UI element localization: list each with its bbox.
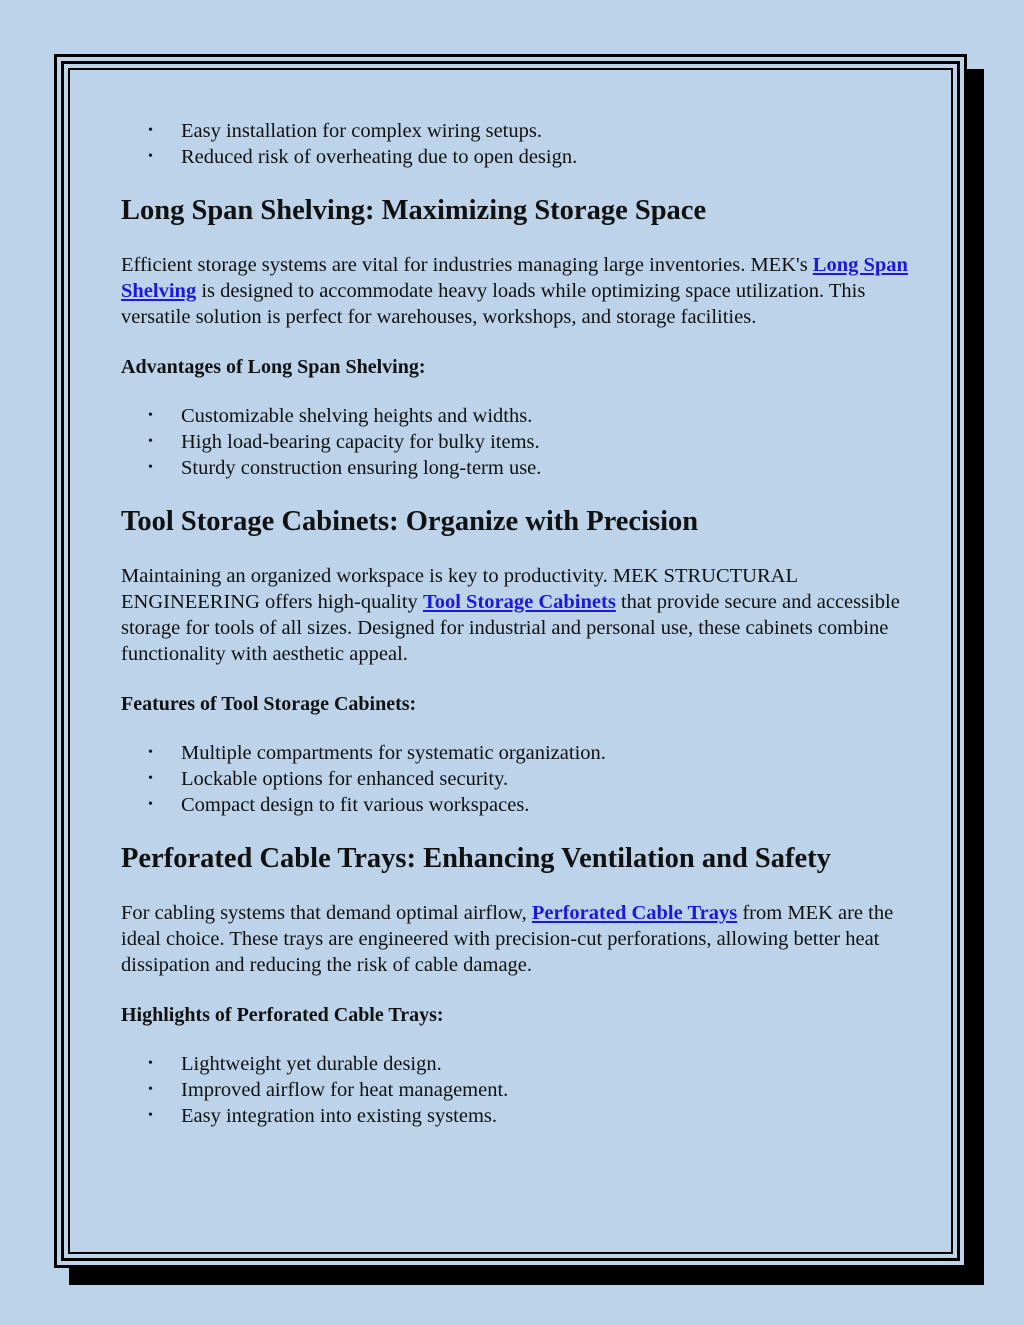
tool-storage-cabinets-link[interactable]: Tool Storage Cabinets — [422, 591, 616, 613]
long-span-shelving-link[interactable]: Long Span Shelving — [121, 254, 908, 302]
bullet-icon: • — [148, 1082, 153, 1097]
bullet-icon: • — [148, 434, 153, 449]
list-item: • Easy installation for complex wiring setups. — [148, 120, 542, 142]
section-paragraph: Efficient storage systems are vital for industries managing large inventories. MEK's Long Span Shelving is designed to accommodate heavy loads while optimizing space utilization. This versatile solution is perfect for warehouses, workshops, and storage facilities. — [121, 254, 908, 328]
list-item: • Multiple compartments for systematic organization. — [148, 742, 606, 764]
list-item: • Lockable options for enhanced security. — [148, 768, 509, 790]
document-body — [121, 118, 911, 1129]
advantages-list — [121, 403, 911, 481]
bullet-icon: • — [148, 797, 153, 812]
bullet-icon: • — [148, 460, 153, 475]
bullet-icon: • — [148, 149, 153, 164]
list-item: • Sturdy construction ensuring long-term use. — [148, 457, 542, 479]
section-heading-perforated-cable-trays: Perforated Cable Trays: Enhancing Ventilation and Safety — [121, 843, 831, 874]
highlights-list — [121, 1051, 911, 1129]
bullet-icon: • — [148, 1108, 153, 1123]
list-item: • Lightweight yet durable design. — [148, 1053, 442, 1075]
features-list — [121, 740, 911, 818]
list-item: • Easy integration into existing systems. — [148, 1105, 498, 1127]
section-subheading: Features of Tool Storage Cabinets: — [121, 693, 417, 715]
bullet-icon: • — [148, 123, 153, 138]
list-item: • Improved airflow for heat management. — [148, 1079, 509, 1101]
list-item: • Reduced risk of overheating due to open design. — [148, 146, 578, 168]
intro-bullet-list — [121, 118, 911, 170]
section-subheading: Advantages of Long Span Shelving: — [121, 356, 426, 378]
section-subheading: Highlights of Perforated Cable Trays: — [121, 1004, 444, 1026]
list-item: • Customizable shelving heights and widths. — [148, 405, 533, 427]
bullet-icon: • — [148, 408, 153, 423]
list-item: • Compact design to fit various workspaces. — [148, 794, 530, 816]
section-paragraph: Maintaining an organized workspace is key to productivity. MEK STRUCTURAL ENGINEERING offers high-quality Tool Storage Cabinets that provide secure and accessible storage for tools of all sizes. Designed for industrial and personal use, these cabinets combine functionality with aesthetic appeal. — [121, 565, 900, 665]
section-heading-long-span-shelving: Long Span Shelving: Maximizing Storage Space — [121, 195, 707, 226]
section-paragraph: For cabling systems that demand optimal airflow, Perforated Cable Trays from MEK are the ideal choice. These trays are engineered with precision-cut perforations, allowing better heat dissipation and reducing the risk of cable damage. — [121, 902, 894, 976]
bullet-icon: • — [148, 771, 153, 786]
perforated-cable-trays-link[interactable]: Perforated Cable Trays — [531, 902, 738, 924]
list-item: • High load-bearing capacity for bulky items. — [148, 431, 540, 453]
bullet-icon: • — [148, 1056, 153, 1071]
bullet-icon: • — [148, 745, 153, 760]
section-heading-tool-storage-cabinets: Tool Storage Cabinets: Organize with Precision — [121, 506, 699, 537]
